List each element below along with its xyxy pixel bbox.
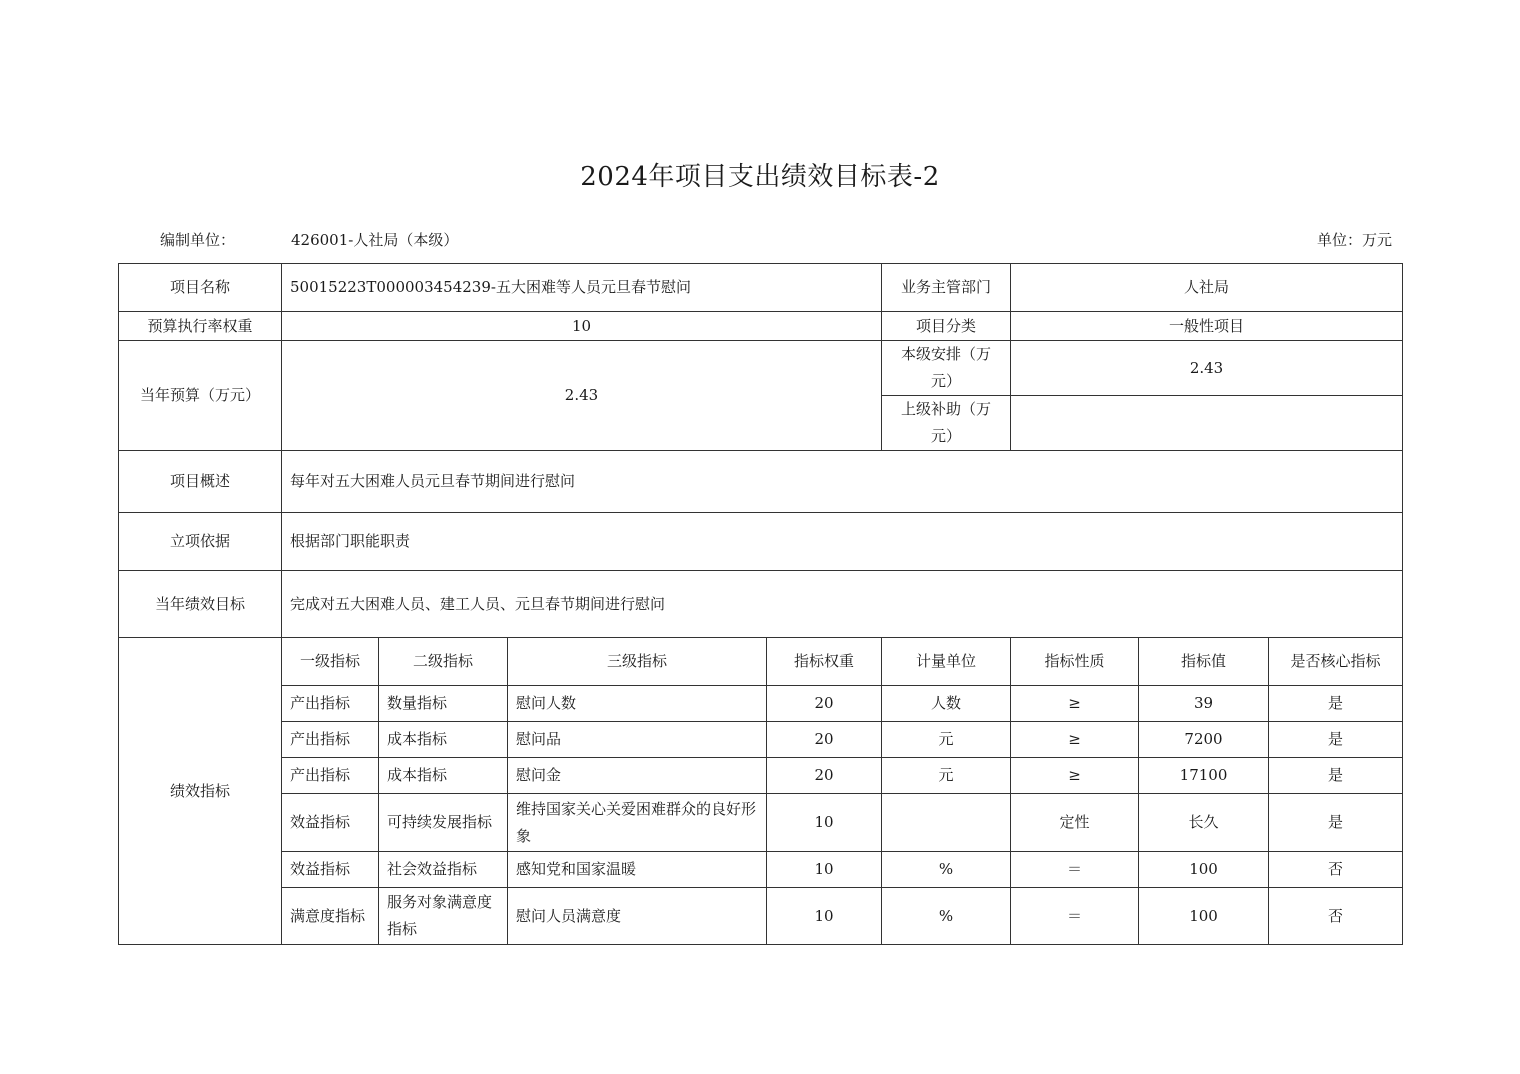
- basis-label: 立项依据: [119, 513, 282, 571]
- indicator-weight: 10: [767, 888, 882, 945]
- indicator-value: 100: [1139, 852, 1269, 888]
- indicator-nature: ≥: [1011, 722, 1139, 758]
- indicator-level2: 社会效益指标: [379, 852, 508, 888]
- header-level2: 二级指标: [379, 638, 508, 686]
- goal-label: 当年绩效目标: [119, 571, 282, 638]
- indicator-nature: ＝: [1011, 888, 1139, 945]
- indicator-value: 100: [1139, 888, 1269, 945]
- indicator-value: 39: [1139, 686, 1269, 722]
- indicator-level1: 满意度指标: [282, 888, 379, 945]
- indicator-level3: 慰问品: [508, 722, 767, 758]
- performance-table: [118, 263, 1403, 945]
- indicator-level1: 产出指标: [282, 686, 379, 722]
- indicator-level2: 成本指标: [379, 758, 508, 794]
- indicator-level3: 维持国家关心关爱困难群众的良好形象: [508, 794, 767, 852]
- indicators-section-label: 绩效指标: [119, 638, 282, 945]
- indicator-value: 长久: [1139, 794, 1269, 852]
- indicator-level2: 数量指标: [379, 686, 508, 722]
- header-level3: 三级指标: [508, 638, 767, 686]
- header-core: 是否核心指标: [1269, 638, 1403, 686]
- indicator-level2: 服务对象满意度指标: [379, 888, 508, 945]
- indicator-level1: 产出指标: [282, 722, 379, 758]
- indicator-core: 是: [1269, 686, 1403, 722]
- indicator-core: 否: [1269, 852, 1403, 888]
- basis-value: 根据部门职能职责: [282, 513, 1403, 571]
- header-level1: 一级指标: [282, 638, 379, 686]
- indicator-row: [119, 794, 1403, 852]
- project-name-label: 项目名称: [119, 264, 282, 312]
- overview-value: 每年对五大困难人员元旦春节期间进行慰问: [282, 451, 1403, 513]
- indicator-core: 是: [1269, 722, 1403, 758]
- header-weight: 指标权重: [767, 638, 882, 686]
- indicator-core: 否: [1269, 888, 1403, 945]
- row-weight: [119, 312, 1403, 341]
- indicator-unit: [882, 794, 1011, 852]
- goal-value: 完成对五大困难人员、建工人员、元旦春节期间进行慰问: [282, 571, 1403, 638]
- indicator-unit: 人数: [882, 686, 1011, 722]
- indicator-row: [119, 722, 1403, 758]
- indicator-unit: %: [882, 852, 1011, 888]
- indicator-unit: 元: [882, 722, 1011, 758]
- dept-value: 人社局: [1011, 264, 1403, 312]
- org-value: 426001-人社局（本级）: [291, 231, 459, 249]
- indicator-nature: ＝: [1011, 852, 1139, 888]
- indicator-row: [119, 888, 1403, 945]
- category-value: 一般性项目: [1011, 312, 1403, 341]
- indicator-level3: 感知党和国家温暖: [508, 852, 767, 888]
- header-nature: 指标性质: [1011, 638, 1139, 686]
- indicator-level2: 可持续发展指标: [379, 794, 508, 852]
- budget-value: 2.43: [282, 341, 882, 451]
- header-unit: 计量单位: [882, 638, 1011, 686]
- indicator-unit: %: [882, 888, 1011, 945]
- local-value: 2.43: [1011, 341, 1403, 396]
- indicator-level3: 慰问人员满意度: [508, 888, 767, 945]
- indicator-nature: 定性: [1011, 794, 1139, 852]
- budget-label: 当年预算（万元）: [119, 341, 282, 451]
- indicator-weight: 20: [767, 758, 882, 794]
- page-title: 2024年项目支出绩效目标表-2: [580, 162, 940, 192]
- indicator-weight: 20: [767, 686, 882, 722]
- indicator-value: 7200: [1139, 722, 1269, 758]
- header-value: 指标值: [1139, 638, 1269, 686]
- indicator-level2: 成本指标: [379, 722, 508, 758]
- indicator-weight: 10: [767, 852, 882, 888]
- row-budget: [119, 341, 1403, 396]
- indicator-header-row: [119, 638, 1403, 686]
- dept-label: 业务主管部门: [882, 264, 1011, 312]
- indicator-level3: 慰问人数: [508, 686, 767, 722]
- indicator-nature: ≥: [1011, 758, 1139, 794]
- row-overview: [119, 451, 1403, 513]
- category-label: 项目分类: [882, 312, 1011, 341]
- row-project-name: [119, 264, 1403, 312]
- org-label: 编制单位：: [160, 231, 236, 249]
- indicator-weight: 20: [767, 722, 882, 758]
- indicator-level1: 产出指标: [282, 758, 379, 794]
- row-goal: [119, 571, 1403, 638]
- indicator-weight: 10: [767, 794, 882, 852]
- unit-label: 单位：万元: [1316, 231, 1392, 249]
- indicator-unit: 元: [882, 758, 1011, 794]
- indicator-nature: ≥: [1011, 686, 1139, 722]
- local-label: 本级安排（万元）: [882, 341, 1011, 396]
- overview-label: 项目概述: [119, 451, 282, 513]
- subsidy-label: 上级补助（万元）: [882, 396, 1011, 451]
- row-basis: [119, 513, 1403, 571]
- indicator-core: 是: [1269, 794, 1403, 852]
- indicator-level3: 慰问金: [508, 758, 767, 794]
- indicator-value: 17100: [1139, 758, 1269, 794]
- indicator-core: 是: [1269, 758, 1403, 794]
- indicator-level1: 效益指标: [282, 794, 379, 852]
- subsidy-value: [1011, 396, 1403, 451]
- indicator-row: [119, 852, 1403, 888]
- weight-label: 预算执行率权重: [119, 312, 282, 341]
- indicator-row: [119, 686, 1403, 722]
- indicator-level1: 效益指标: [282, 852, 379, 888]
- weight-value: 10: [282, 312, 882, 341]
- project-name-value: 50015223T000003454239-五大困难等人员元旦春节慰问: [282, 264, 882, 312]
- indicator-row: [119, 758, 1403, 794]
